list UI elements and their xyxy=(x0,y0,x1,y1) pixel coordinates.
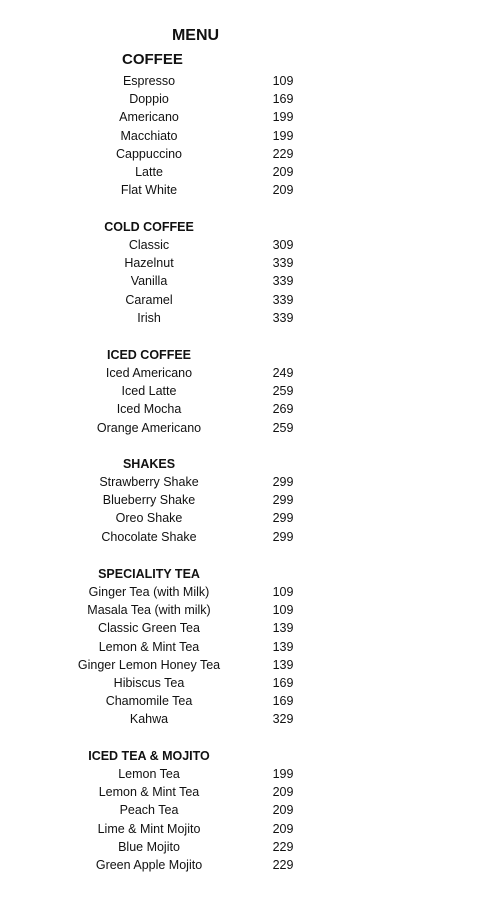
menu-item-row xyxy=(0,656,491,674)
menu-item-row xyxy=(0,309,491,327)
menu-item-price: 309 xyxy=(272,238,294,252)
menu-item-row xyxy=(0,181,491,199)
menu-item-price: 199 xyxy=(272,767,294,781)
menu-item-name: Ginger Tea (with Milk) xyxy=(88,585,210,599)
section-header-shakes: SHAKES xyxy=(122,457,176,471)
menu-item-name: Vanilla xyxy=(130,274,168,289)
menu-item-row xyxy=(0,601,491,619)
menu-item-name: Iced Mocha xyxy=(116,402,182,417)
menu-item-price: 209 xyxy=(272,165,294,179)
menu-item-name: Latte xyxy=(135,165,163,179)
menu-item-price: 169 xyxy=(272,92,294,107)
menu-item-price: 269 xyxy=(272,402,294,417)
menu-item-name: Cappuccino xyxy=(115,146,182,161)
menu-item-price: 109 xyxy=(272,74,294,88)
menu-item-name: Green Apple Mojito xyxy=(95,858,203,872)
menu-item-row xyxy=(0,491,491,509)
menu-item-row xyxy=(0,236,491,254)
menu-item-price: 229 xyxy=(272,839,294,854)
menu-item-name: Macchiato xyxy=(120,128,178,143)
menu-item-row xyxy=(0,382,491,400)
menu-item-row xyxy=(0,90,491,108)
menu-item-price: 209 xyxy=(272,785,294,800)
menu-item-row xyxy=(0,72,491,90)
menu-item-row xyxy=(0,674,491,692)
menu-item-row xyxy=(0,473,491,491)
menu-item-price: 169 xyxy=(272,676,294,690)
menu-item-row xyxy=(0,145,491,163)
section-header-iced-tea-mojito: ICED TEA & MOJITO xyxy=(88,749,210,763)
menu-item-row xyxy=(0,108,491,126)
menu-item-row xyxy=(0,400,491,418)
menu-item-name: Hazelnut xyxy=(124,256,174,271)
menu-item-price: 339 xyxy=(272,274,294,289)
menu-item-row xyxy=(0,692,491,710)
menu-item-price: 209 xyxy=(272,803,294,818)
menu-item-row xyxy=(0,783,491,801)
menu-item-price: 259 xyxy=(272,384,294,399)
menu-item-row xyxy=(0,364,491,382)
menu-item-row xyxy=(0,583,491,601)
menu-item-row xyxy=(0,820,491,838)
menu-item-price: 199 xyxy=(272,110,294,125)
menu-item-price: 299 xyxy=(272,511,294,526)
menu-item-price: 169 xyxy=(272,694,294,709)
menu-item-row xyxy=(0,856,491,874)
menu-item-row xyxy=(0,272,491,290)
section-header-coffee: COFFEE xyxy=(122,51,183,68)
menu-item-row xyxy=(0,291,491,309)
menu-item-row xyxy=(0,710,491,728)
menu-item-price: 109 xyxy=(272,585,294,599)
menu-item-name: Kahwa xyxy=(129,712,169,727)
menu-item-row xyxy=(0,765,491,783)
section-header-cold-coffee: COLD COFFEE xyxy=(104,220,194,234)
menu-item-row xyxy=(0,163,491,181)
menu-item-name: Blueberry Shake xyxy=(102,493,196,508)
menu-item-name: Chamomile Tea xyxy=(105,694,193,709)
menu-item-row xyxy=(0,638,491,656)
menu-item-name: Chocolate Shake xyxy=(101,529,197,544)
menu-item-name: Lime & Mint Mojito xyxy=(97,821,201,836)
menu-item-row xyxy=(0,801,491,819)
menu-item-price: 299 xyxy=(272,493,294,508)
menu-item-name: Oreo Shake xyxy=(115,511,183,526)
menu-item-name: Iced Americano xyxy=(105,366,193,380)
menu-item-name: Blue Mojito xyxy=(118,839,180,854)
menu-item-name: Masala Tea (with milk) xyxy=(87,603,211,618)
menu-item-price: 139 xyxy=(272,639,294,654)
menu-item-name: Caramel xyxy=(125,292,173,307)
menu-item-price: 209 xyxy=(272,183,294,198)
menu-item-price: 299 xyxy=(272,529,294,544)
menu-item-name: Irish xyxy=(137,310,161,325)
section-header-iced-coffee: ICED COFFEE xyxy=(106,348,192,362)
menu-item-name: Ginger Lemon Honey Tea xyxy=(77,657,221,672)
menu-item-price: 339 xyxy=(272,310,294,325)
menu-item-name: Iced Latte xyxy=(121,384,177,399)
menu-item-price: 259 xyxy=(272,420,294,435)
menu-item-price: 339 xyxy=(272,292,294,307)
menu-item-price: 339 xyxy=(272,256,294,271)
menu-item-row xyxy=(0,509,491,527)
menu-item-price: 329 xyxy=(272,712,294,727)
menu-item-price: 209 xyxy=(272,821,294,836)
menu-item-price: 229 xyxy=(272,146,294,161)
menu-item-price: 109 xyxy=(272,603,294,618)
menu-item-row xyxy=(0,838,491,856)
menu-item-price: 299 xyxy=(272,475,294,489)
menu-item-name: Classic Green Tea xyxy=(98,621,200,636)
menu-item-row xyxy=(0,419,491,437)
menu-item-price: 229 xyxy=(272,858,294,872)
menu-item-price: 139 xyxy=(272,621,294,636)
menu-item-price: 249 xyxy=(272,366,294,380)
page-title: MENU xyxy=(171,27,220,44)
menu-item-name: Hibiscus Tea xyxy=(113,676,185,690)
menu-item-row xyxy=(0,619,491,637)
menu-item-name: Lemon & Mint Tea xyxy=(98,785,200,800)
menu-item-name: Lemon & Mint Tea xyxy=(98,639,200,654)
menu-item-row xyxy=(0,254,491,272)
menu-item-name: Flat White xyxy=(120,183,178,198)
menu-item-price: 199 xyxy=(272,128,294,143)
menu-item-name: Lemon Tea xyxy=(118,767,180,781)
menu-item-name: Strawberry Shake xyxy=(99,475,199,489)
menu-item-name: Doppio xyxy=(129,92,169,107)
menu-item-name: Classic xyxy=(128,238,170,252)
section-header-speciality-tea: SPECIALITY TEA xyxy=(98,567,200,581)
menu-item-name: Orange Americano xyxy=(96,420,202,435)
menu-item-name: Peach Tea xyxy=(119,803,179,818)
menu-item-name: Americano xyxy=(119,110,179,125)
menu-item-row xyxy=(0,528,491,546)
menu-item-price: 139 xyxy=(272,657,294,672)
menu-item-name: Espresso xyxy=(122,74,176,88)
menu-item-row xyxy=(0,127,491,145)
